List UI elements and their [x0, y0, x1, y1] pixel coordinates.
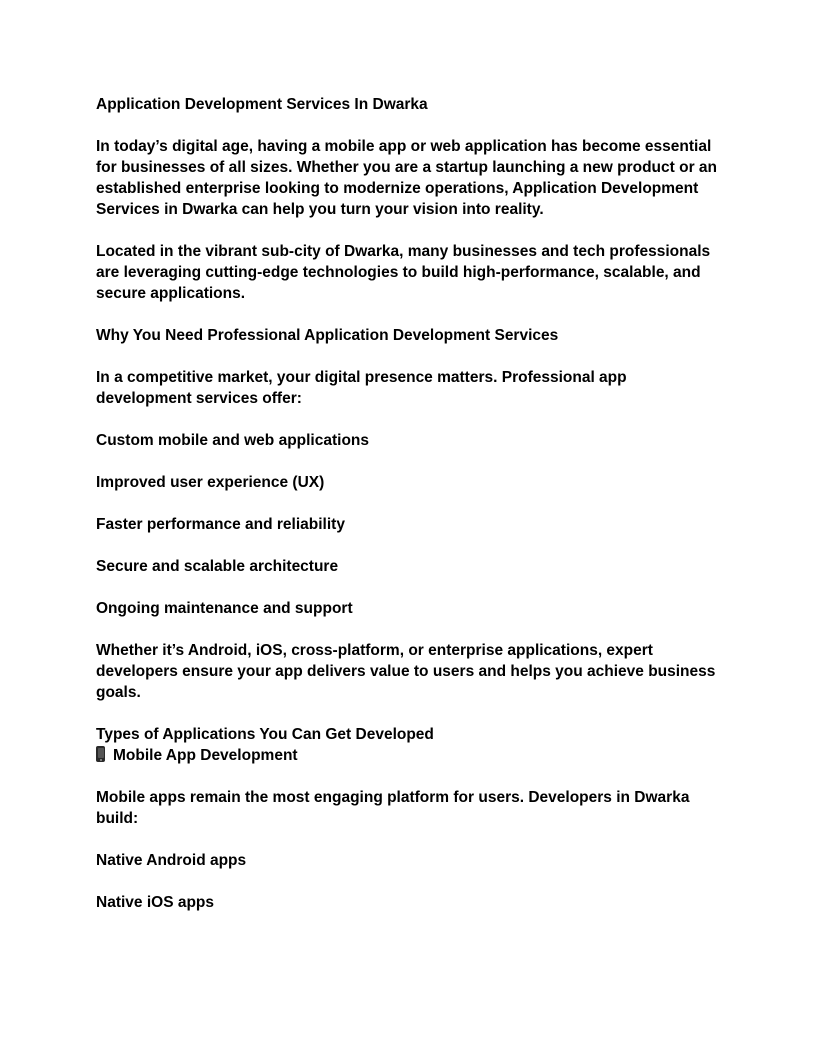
benefit-item: Ongoing maintenance and support — [96, 600, 353, 617]
benefit-item: Secure and scalable architecture — [96, 558, 339, 575]
intro-paragraph: In today’s digital age, having a mobile app or web application has become essential for businesses of all sizes. Whether you are a startup launching a new product or an established enterprise looking to modernize operations, Application Development Services in Dwarka can help you turn your vision into reality. — [96, 138, 717, 218]
types-heading: Types of Applications You Can Get Developed — [96, 726, 434, 743]
benefit-item: Faster performance and reliability — [96, 516, 345, 533]
mobile-heading — [96, 745, 726, 766]
mobile-heading-label: Mobile App Development — [113, 747, 298, 764]
mobile-item: Native Android apps — [96, 852, 247, 869]
benefit-item: Custom mobile and web applications — [96, 432, 370, 449]
document-title: Application Development Services In Dwarka — [96, 96, 428, 113]
why-heading: Why You Need Professional Application Development Services — [96, 327, 559, 344]
mobile-item: Native iOS apps — [96, 894, 215, 911]
mobile-intro-paragraph: Mobile apps remain the most engaging platform for users. Developers in Dwarka build: — [96, 789, 690, 827]
platforms-paragraph: Whether it’s Android, iOS, cross-platform, or enterprise applications, expert developers ensure your app delivers value to users and helps you achieve business goals. — [96, 642, 716, 701]
why-intro-paragraph: In a competitive market, your digital presence matters. Professional app development services offer: — [96, 369, 627, 407]
document-page — [96, 94, 726, 934]
location-paragraph: Located in the vibrant sub-city of Dwarka, many businesses and tech professionals are leveraging cutting-edge technologies to build high-performance, scalable, and secure applications. — [96, 243, 711, 302]
benefit-item: Improved user experience (UX) — [96, 474, 325, 491]
mobile-phone-icon — [96, 746, 105, 762]
